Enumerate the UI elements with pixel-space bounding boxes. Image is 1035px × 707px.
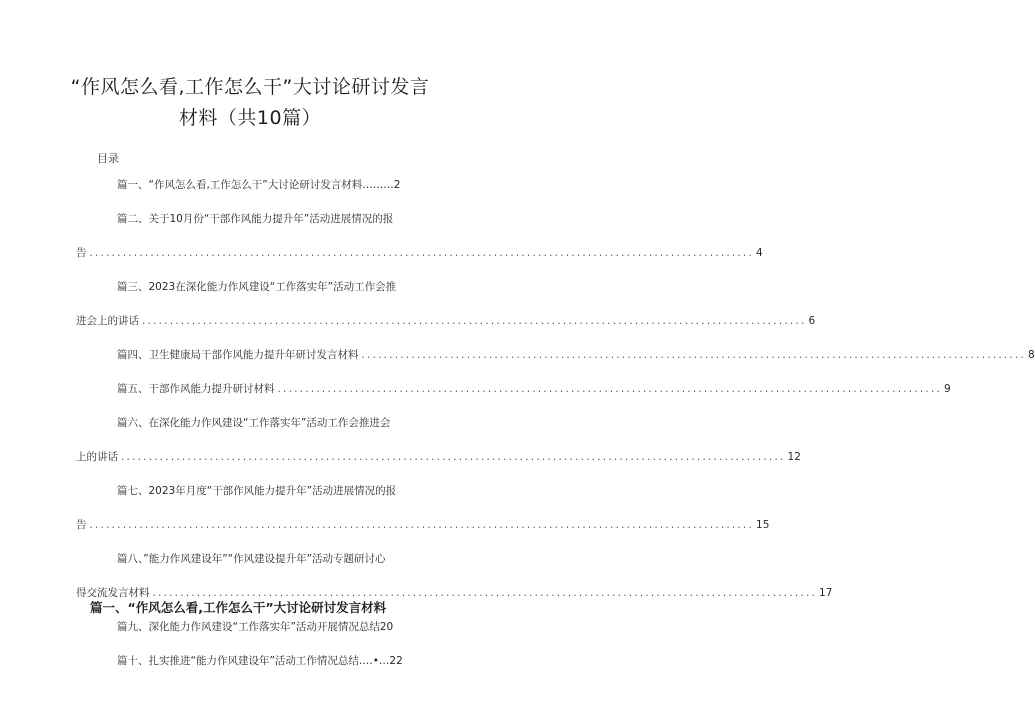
toc-entry-5-line-1[interactable] <box>117 381 951 396</box>
toc-entry-text: 告 <box>76 247 87 259</box>
toc-heading: 目录 <box>97 152 119 165</box>
toc-dot-leader: ........................................................................................................................ <box>121 451 786 463</box>
toc-entry-3-line-2[interactable] <box>76 313 816 328</box>
toc-dot-leader: ........................................................................................................................ <box>142 315 807 327</box>
toc-entry-2-line-2[interactable] <box>76 245 763 260</box>
toc-entry-text: 得交流发言材料 <box>76 587 150 599</box>
toc-entry-text: 篇十、扎实推进“能力作风建设年”活动工作情况总结.…•…22 <box>117 655 403 667</box>
toc-entry-text: 篇七、2023年月度“干部作风能力提升年”活动进展情况的报 <box>117 485 397 497</box>
toc-entry-text: 篇一、“作风怎么看,工作怎么干”大讨论研讨发言材料………2 <box>117 179 401 191</box>
toc-entry-3-line-1[interactable] <box>117 279 396 294</box>
toc-entry-text: 篇三、2023在深化能力作风建设“工作落实年”活动工作会推 <box>117 281 397 293</box>
document-title-line-1: “作风怎么看,工作怎么干”大讨论研讨发言 <box>70 76 430 98</box>
toc-entry-7-line-2[interactable] <box>76 517 770 532</box>
toc-dot-leader: ........................................................................................................................ <box>89 519 755 531</box>
toc-dot-leader: ........................................................................................................................ <box>361 349 1027 361</box>
document-title-line-2: 材料（共10篇） <box>178 107 322 129</box>
toc-entry-text: 篇六、在深化能力作风建设“工作落实年”活动工作会推进会 <box>117 417 391 429</box>
toc-dot-leader: ........................................................................................................................ <box>277 383 943 395</box>
toc-entry-text: 篇二、关于10月份“干部作风能力提升年”活动进展情况的报 <box>117 213 394 225</box>
toc-entry-text: 篇四、卫生健康局干部作风能力提升年研讨发言材料 <box>117 349 359 361</box>
toc-page-number: 12 <box>787 451 801 463</box>
toc-entry-6-line-2[interactable] <box>76 449 801 464</box>
toc-entry-text: 告 <box>76 519 87 531</box>
toc-entry-1-line-1[interactable] <box>117 177 400 192</box>
toc-dot-leader: ........................................................................................................................ <box>89 247 755 259</box>
toc-entry-8-line-1[interactable] <box>117 551 386 566</box>
toc-entry-text: 篇八、”能力作风建设年”“作风建设提升年”活动专题研讨心 <box>117 553 386 565</box>
toc-entry-text: 上的讲话 <box>76 451 118 463</box>
toc-page-number: 4 <box>756 247 763 259</box>
section-title: 篇一、“作风怎么看,工作怎么干”大讨论研讨发言材料 <box>90 600 387 615</box>
toc-entry-text: 进会上的讲话 <box>76 315 139 327</box>
toc-page-number: 17 <box>819 587 833 599</box>
toc-page-number: 15 <box>756 519 770 531</box>
toc-entry-10-line-1[interactable] <box>117 653 403 668</box>
toc-entry-6-line-1[interactable] <box>117 415 390 430</box>
toc-dot-leader: ........................................................................................................................ <box>152 587 818 599</box>
toc-entry-7-line-1[interactable] <box>117 483 396 498</box>
toc-entry-4-line-1[interactable] <box>117 347 1035 362</box>
toc-page-number: 8 <box>1028 349 1035 361</box>
toc-page-number: 9 <box>944 383 951 395</box>
toc-page-number: 6 <box>808 315 816 327</box>
toc-entry-text: 篇九、深化能力作风建设“工作落实年”活动开展情况总结20 <box>117 621 394 633</box>
toc-entry-9-line-1[interactable] <box>117 619 393 634</box>
toc-entry-text: 篇五、干部作风能力提升研讨材料 <box>117 383 275 395</box>
toc-entry-2-line-1[interactable] <box>117 211 393 226</box>
